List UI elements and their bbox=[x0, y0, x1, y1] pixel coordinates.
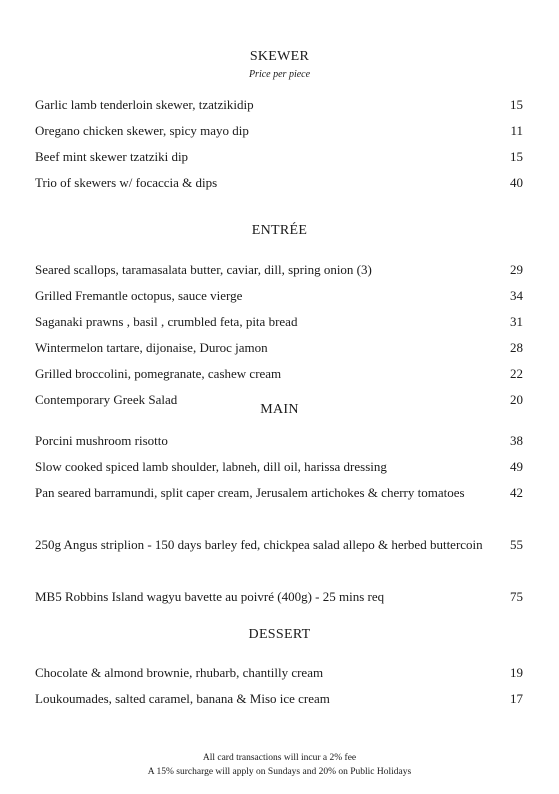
menu-item bbox=[35, 335, 523, 361]
section-subtitle-skewer: Price per piece bbox=[248, 69, 311, 80]
item-price: 15 bbox=[510, 97, 523, 112]
menu-item bbox=[35, 686, 523, 712]
item-name: Grilled Fremantle octopus, sauce vierge bbox=[35, 288, 243, 303]
item-price: 75 bbox=[510, 589, 523, 604]
section-title-main: MAIN bbox=[260, 402, 299, 417]
menu-item bbox=[35, 660, 523, 686]
item-name: Oregano chicken skewer, spicy mayo dip bbox=[35, 123, 249, 138]
menu-item bbox=[35, 170, 523, 196]
menu-item bbox=[35, 532, 523, 558]
item-price: 29 bbox=[510, 262, 523, 277]
item-price: 17 bbox=[510, 691, 523, 706]
menu-item bbox=[35, 257, 523, 283]
section-title-dessert: DESSERT bbox=[248, 627, 311, 642]
section-title-entree: ENTRÉE bbox=[251, 223, 308, 238]
item-price: 22 bbox=[510, 366, 523, 381]
item-price: 20 bbox=[510, 392, 523, 407]
menu-item bbox=[35, 92, 523, 118]
menu-item bbox=[35, 584, 523, 610]
item-name: Seared scallops, taramasalata butter, caviar, dill, spring onion (3) bbox=[35, 262, 372, 277]
item-name: Trio of skewers w/ focaccia & dips bbox=[35, 175, 218, 190]
menu-item bbox=[35, 118, 523, 144]
item-name: Porcini mushroom risotto bbox=[35, 433, 168, 448]
item-name: Grilled broccolini, pomegranate, cashew cream bbox=[35, 366, 282, 381]
menu-item bbox=[35, 309, 523, 335]
item-price: 40 bbox=[510, 175, 523, 190]
menu-item bbox=[35, 361, 523, 387]
card-fee-note: All card transactions will incur a 2% fee bbox=[202, 753, 357, 763]
item-price: 28 bbox=[510, 340, 523, 355]
menu-item bbox=[35, 428, 523, 454]
item-name: Slow cooked spiced lamb shoulder, labneh, dill oil, harissa dressing bbox=[35, 459, 387, 474]
menu-item bbox=[35, 144, 523, 170]
item-name: Loukoumades, salted caramel, banana & Miso ice cream bbox=[35, 691, 330, 706]
item-name: Garlic lamb tenderloin skewer, tzatzikidip bbox=[35, 97, 254, 112]
item-price: 11 bbox=[510, 123, 523, 138]
item-price: 31 bbox=[510, 314, 523, 329]
menu-item bbox=[35, 454, 523, 480]
item-price: 19 bbox=[510, 665, 523, 680]
item-price: 42 bbox=[510, 485, 523, 500]
item-price: 55 bbox=[510, 537, 523, 552]
item-name: Contemporary Greek Salad bbox=[35, 392, 178, 407]
item-name: Chocolate & almond brownie, rhubarb, chantilly cream bbox=[35, 665, 324, 680]
footer-note bbox=[0, 751, 559, 779]
item-name: Beef mint skewer tzatziki dip bbox=[35, 149, 189, 164]
item-name: Wintermelon tartare, dijonaise, Duroc jamon bbox=[35, 340, 268, 355]
item-name: 250g Angus striplion - 150 days barley fed, chickpea salad allepo & herbed buttercoin bbox=[35, 537, 483, 552]
item-price: 15 bbox=[510, 149, 523, 164]
section-title-skewer: SKEWER bbox=[249, 49, 310, 64]
item-price: 49 bbox=[510, 459, 523, 474]
menu-item bbox=[35, 283, 523, 309]
menu-item bbox=[35, 480, 523, 506]
surcharge-note: A 15% surcharge will apply on Sundays and 20% on Public Holidays bbox=[147, 767, 412, 777]
item-price: 38 bbox=[510, 433, 523, 448]
item-name: MB5 Robbins Island wagyu bavette au poivré (400g) - 25 mins req bbox=[35, 589, 385, 604]
item-name: Pan seared barramundi, split caper cream, Jerusalem artichokes & cherry tomatoes bbox=[35, 485, 465, 500]
item-price: 34 bbox=[510, 288, 523, 303]
item-name: Saganaki prawns , basil , crumbled feta, pita bread bbox=[35, 314, 298, 329]
